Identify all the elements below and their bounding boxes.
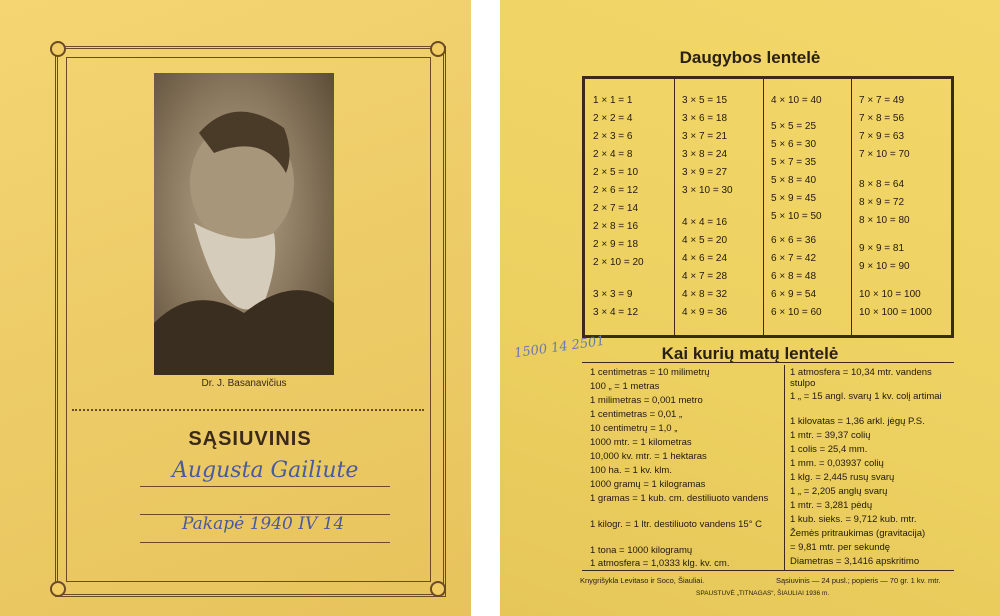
frame-corner-ornament (50, 581, 66, 597)
mult-cell: 5 × 7 = 35 (771, 157, 817, 168)
mult-cell: 7 × 9 = 63 (859, 131, 905, 142)
mult-cell: 7 × 10 = 70 (859, 149, 910, 160)
mult-column (851, 79, 951, 335)
multiplication-table-title: Daugybos lentelė (679, 48, 821, 67)
mult-cell: 6 × 8 = 48 (771, 271, 817, 282)
mult-cell: 2 × 2 = 4 (593, 113, 633, 124)
measure-row: 1 kub. sieks. = 9,712 kub. mtr. (790, 514, 917, 525)
rope-divider (72, 409, 424, 411)
frame-corner-ornament (430, 581, 446, 597)
mult-cell: 1 × 1 = 1 (593, 95, 633, 106)
mult-cell: 5 × 9 = 45 (771, 193, 817, 204)
multiplication-table (582, 76, 954, 338)
measures-table-title: Kai kurių matų lentelė (661, 344, 839, 363)
mult-cell: 6 × 10 = 60 (771, 307, 822, 318)
measure-row: 1 kilovatas = 1,36 arkl. jėgų P.S. (790, 416, 925, 427)
mult-cell: 2 × 9 = 18 (593, 239, 639, 250)
handwritten-date: Pakapė 1940 IV 14 (182, 514, 345, 534)
mult-cell: 2 × 10 = 20 (593, 257, 644, 268)
measure-row: 1 atmosfera = 1,0333 klg. kv. cm. (590, 558, 730, 569)
mult-cell: 3 × 8 = 24 (682, 149, 728, 160)
mult-column (674, 79, 764, 335)
frame-corner-ornament (430, 41, 446, 57)
mult-cell: 2 × 4 = 8 (593, 149, 633, 160)
measure-row: 100 „ = 1 metras (590, 381, 660, 392)
measures-bottom-rule (582, 570, 954, 571)
mult-cell: 5 × 8 = 40 (771, 175, 817, 186)
mult-cell: 4 × 5 = 20 (682, 235, 728, 246)
measure-row: 1000 mtr. = 1 kilometras (590, 437, 692, 448)
measure-row: 1 gramas = 1 kub. cm. destiliuoto vandens (590, 493, 769, 504)
measure-row: 1 centimetras = 10 milimetrų (590, 367, 710, 378)
measure-row: 1 tona = 1000 kilogramų (590, 545, 693, 556)
footer-paper-info: Sąsiuvinis — 24 pusl.; popieris — 70 gr. 1 kv. mtr. (776, 576, 941, 585)
mult-cell: 4 × 7 = 28 (682, 271, 728, 282)
mult-cell: 7 × 8 = 56 (859, 113, 905, 124)
mult-cell: 3 × 10 = 30 (682, 185, 733, 196)
mult-cell: 2 × 8 = 16 (593, 221, 639, 232)
measure-row: Diametras = 3,1416 apskritimo (790, 556, 920, 567)
mult-cell: 3 × 7 = 21 (682, 131, 728, 142)
writing-line (140, 542, 390, 543)
mult-cell: 2 × 3 = 6 (593, 131, 633, 142)
mult-cell: 3 × 6 = 18 (682, 113, 728, 124)
mult-cell: 10 × 10 = 100 (859, 289, 921, 300)
portrait-photo (154, 73, 334, 375)
measure-row: = 9,81 mtr. per sekundę (790, 542, 891, 553)
measure-row: 1 milimetras = 0,001 metro (590, 395, 703, 406)
mult-cell: 8 × 9 = 72 (859, 197, 905, 208)
measure-row: 10 centimetrų = 1,0 „ (590, 423, 678, 434)
notebook-cover-page (0, 0, 471, 616)
handwritten-name: Augusta Gailiute (172, 458, 359, 483)
measure-row: 1 mtr. = 3,281 pėdų (790, 500, 873, 511)
reference-tables-page (500, 0, 1000, 616)
notebook-title: SĄSIUVINIS (188, 428, 312, 450)
footer-printer: SPAUSTUVĖ „TITNAGAS“, ŠIAULIAI 1936 m. (696, 590, 830, 597)
mult-cell: 6 × 6 = 36 (771, 235, 817, 246)
mult-cell: 9 × 10 = 90 (859, 261, 910, 272)
mult-cell: 3 × 5 = 15 (682, 95, 728, 106)
handwritten-margin-notes: 1500 14 2501 (513, 333, 606, 362)
mult-column (585, 79, 675, 335)
mult-cell: 4 × 9 = 36 (682, 307, 728, 318)
writing-line (140, 486, 390, 487)
measure-row: 1 centimetras = 0,01 „ (590, 409, 683, 420)
mult-cell: 4 × 4 = 16 (682, 217, 728, 228)
measure-row: 1 atmosfera = 10,34 mtr. vandens stulpo (790, 367, 932, 389)
measure-row: 1 klg. = 2,445 rusų svarų (790, 472, 895, 483)
measures-top-rule (582, 362, 954, 363)
mult-cell: 5 × 6 = 30 (771, 139, 817, 150)
mult-cell: 2 × 7 = 14 (593, 203, 639, 214)
measure-row: Žemės pritraukimas (gravitacija) (790, 528, 926, 539)
mult-cell: 6 × 9 = 54 (771, 289, 817, 300)
mult-cell: 3 × 9 = 27 (682, 167, 728, 178)
mult-cell: 7 × 7 = 49 (859, 95, 905, 106)
mult-cell: 4 × 6 = 24 (682, 253, 728, 264)
mult-cell: 2 × 6 = 12 (593, 185, 639, 196)
measure-row: 1000 gramų = 1 kilogramas (590, 479, 706, 490)
mult-cell: 5 × 5 = 25 (771, 121, 817, 132)
footer-bindery: Knygrišykla Levitaso ir Soco, Šiauliai. (580, 576, 705, 585)
mult-cell: 10 × 100 = 1000 (859, 307, 932, 318)
mult-cell: 8 × 10 = 80 (859, 215, 910, 226)
measure-row: 1 „ = 15 angl. svarų 1 kv. colį artimai (790, 391, 942, 402)
mult-cell: 6 × 7 = 42 (771, 253, 817, 264)
measures-column-divider (784, 365, 785, 570)
measure-row: 10,000 kv. mtr. = 1 hektaras (590, 451, 707, 462)
measure-row: 1 „ = 2,205 anglų svarų (790, 486, 888, 497)
frame-corner-ornament (50, 41, 66, 57)
measure-row: 1 mm. = 0,03937 colių (790, 458, 884, 469)
mult-cell: 4 × 10 = 40 (771, 95, 822, 106)
mult-cell: 3 × 4 = 12 (593, 307, 639, 318)
portrait-caption: Dr. J. Basanavičius (201, 378, 287, 389)
mult-cell: 2 × 5 = 10 (593, 167, 639, 178)
mult-cell: 3 × 3 = 9 (593, 289, 633, 300)
measure-row: 1 colis = 25,4 mm. (790, 444, 868, 455)
mult-cell: 8 × 8 = 64 (859, 179, 905, 190)
measure-row: 100 ha. = 1 kv. klm. (590, 465, 672, 476)
measure-row: 1 kilogr. = 1 ltr. destiliuoto vandens 15° C (590, 519, 762, 530)
mult-cell: 5 × 10 = 50 (771, 211, 822, 222)
measure-row: 1 mtr. = 39,37 colių (790, 430, 871, 441)
mult-column (763, 79, 852, 335)
mult-cell: 4 × 8 = 32 (682, 289, 728, 300)
mult-cell: 9 × 9 = 81 (859, 243, 905, 254)
